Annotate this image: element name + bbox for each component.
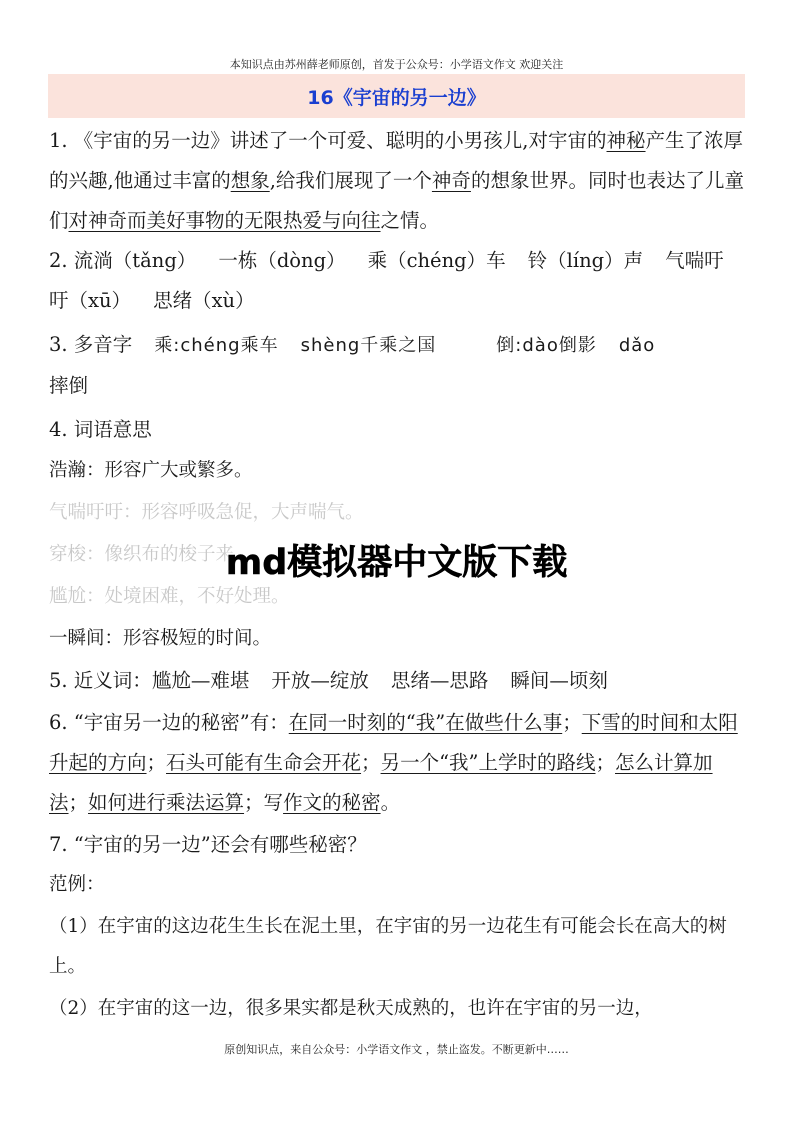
definition-3: 穿梭：像织布的梭子来 <box>49 544 235 565</box>
definition-5: 一瞬间：形容极短的时间。 <box>49 628 272 649</box>
item-2-cont: 吁（xū） 思绪（xù） <box>49 289 255 312</box>
watermark-overlay: md模拟器中文版下载 <box>225 543 568 583</box>
definition-2: 气喘吁吁：形容呼吸急促，大声喘气。 <box>49 502 364 523</box>
example-1: （1）在宇宙的这边花生生长在泥土里，在宇宙的另一边花生有可能会长在高大的树上。 <box>49 916 727 977</box>
item-4-heading: 4. 词语意思 <box>49 418 152 441</box>
item-6: 6. “宇宙另一边的秘密”有：在同一时刻的“我”在做些什么事；下雪的时间和太阳升起的方向；石头可能有生命会开花；另一个“我”上学时的路线；怎么计算加法；如何进行乘法运算；写作文的秘密。 <box>49 711 738 814</box>
item-3-cont: 摔倒 <box>49 374 89 397</box>
underlined-text: 神奇 <box>431 169 471 192</box>
example-2: （2）在宇宙的这一边，很多果实都是秋天成熟的，也许在宇宙的另一边， <box>49 998 653 1019</box>
underlined-text: 作文的秘密 <box>283 791 381 814</box>
underlined-text: 石头可能有生命会开花 <box>166 751 362 774</box>
item-3: 3. 多音字 乘:chéng乘车 shèng千乘之国 倒:dào倒影 dǎo <box>49 333 656 356</box>
underlined-text: 对神奇而美好事物的无限热爱与向往 <box>68 209 381 232</box>
item-7-question: 7. “宇宙的另一边”还会有哪些秘密？ <box>49 833 367 856</box>
item-2: 2. 流淌（tǎng） 一栋（dòng） 乘（chéng）车 铃（líng）声 气喘吁 <box>49 249 724 272</box>
underlined-text: 如何进行乘法运算 <box>88 791 245 814</box>
definition-4: 尴尬：处境困难，不好处理。 <box>49 586 290 607</box>
item-5: 5. 近义词：尴尬—难堪 开放—绽放 思绪—思路 瞬间—顷刻 <box>49 669 608 692</box>
example-label: 范例： <box>49 874 105 895</box>
header-note: 本知识点由苏州薛老师原创，首发于公众号：小学语文作文 欢迎关注 <box>229 58 564 71</box>
underlined-text: 神秘 <box>606 129 646 152</box>
underlined-text: 怎么计算加法 <box>49 751 713 814</box>
footer-note: 原创知识点，来自公众号：小学语文作文 ，禁止盗发。不断更新中…… <box>224 1043 569 1056</box>
underlined-text: 在同一时刻的“我”在做些什么事 <box>288 711 563 734</box>
item-1: 1. 《宇宙的另一边》讲述了一个可爱、聪明的小男孩儿,对宇宙的神秘产生了浓厚的兴趣,他通过丰富的想象,给我们展现了一个神奇的想象世界。同时也表达了儿童们对神奇而美好事物的无限热爱与向往之情。 <box>49 129 744 232</box>
underlined-text: 下雪的时间和太阳升起的方向 <box>49 711 738 774</box>
underlined-text: 另一个“我”上学时的路线 <box>380 751 596 774</box>
definition-1: 浩瀚：形容广大或繁多。 <box>49 460 253 481</box>
page-title: 16《宇宙的另一边》 <box>48 74 745 118</box>
underlined-text: 想象 <box>230 169 270 192</box>
